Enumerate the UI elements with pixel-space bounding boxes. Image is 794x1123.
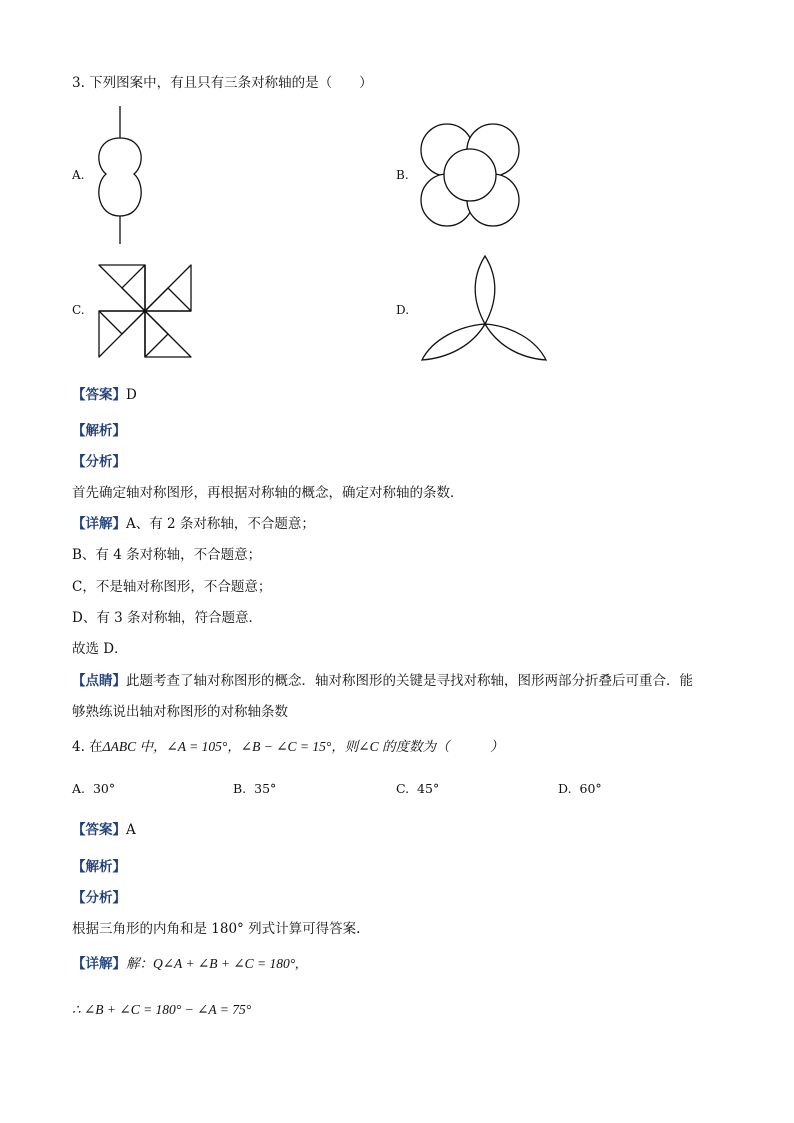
fenxi-tag: 【分析】 (72, 454, 126, 470)
q3-option-c-figure (96, 262, 194, 360)
q4-choice-b (233, 781, 276, 796)
q3-option-a-figure (88, 104, 152, 246)
q4-fenxi (72, 889, 126, 907)
q4-stem (72, 738, 503, 756)
q3-xiangjie-4: 故选 D． (72, 641, 128, 657)
xiangjie-text: A、有 2 条对称轴，不合题意； (126, 516, 315, 532)
jiexi-tag: 【解析】 (72, 859, 126, 875)
q3-option-a-label: A. (72, 168, 85, 182)
q4-choice-d (558, 781, 602, 796)
q3-xiangjie-3: D、有 3 条对称轴，符合题意． (72, 610, 262, 626)
answer-value: D (126, 387, 137, 403)
choice-label: D. (558, 781, 572, 796)
choice-value: 45° (417, 781, 440, 796)
q3-dianjing-0 (72, 672, 693, 690)
q3-stem: 3. 下列图案中，有且只有三条对称轴的是（ ） (72, 75, 373, 91)
q3-option-c-label: C. (72, 303, 85, 317)
q4-choice-c (396, 781, 439, 796)
dianjing-tag: 【点睛】 (72, 673, 126, 689)
choice-label: A. (72, 781, 86, 796)
choice-label: C. (396, 781, 410, 796)
choice-value: 30° (92, 781, 116, 796)
q4-answer (72, 821, 136, 839)
q3-option-b-label: B. (396, 168, 409, 182)
xiangjie-tag: 【详解】 (72, 956, 126, 972)
fenxi-tag: 【分析】 (72, 890, 126, 906)
q3-dianjing-1: 够熟练说出轴对称图形的对称轴条数 (72, 704, 288, 720)
q4-choice-a (72, 781, 115, 796)
q3-xiangjie-0 (72, 515, 315, 533)
q3-option-b-figure (416, 120, 524, 230)
q3-fenxi (72, 453, 126, 471)
q4-stem-prefix: 4. 在 (72, 739, 103, 755)
jiexi-tag: 【解析】 (72, 423, 126, 439)
q3-xiangjie-2: C，不是轴对称图形，不合题意； (72, 579, 272, 595)
answer-value: A (126, 822, 136, 838)
choice-label: B. (233, 781, 247, 796)
choice-value: 60° (579, 781, 602, 796)
q4-xiangjie (72, 955, 299, 973)
q4-jiexi (72, 858, 126, 876)
choice-value: 35° (254, 781, 277, 796)
q3-jiexi (72, 422, 126, 440)
q3-fenxi-text: 首先确定轴对称图形，再根据对称轴的概念，确定对称轴的条数． (72, 485, 464, 501)
q3-answer (72, 386, 137, 404)
q3-option-d-figure (418, 252, 550, 364)
answer-tag: 【答案】 (72, 387, 126, 403)
q4-stem-math: ΔABC 中，∠A = 105°，∠B − ∠C = 15°，则∠C 的度数为（ ） (102, 739, 504, 754)
q3-option-d-label: D. (396, 303, 410, 317)
answer-tag: 【答案】 (72, 822, 126, 838)
q4-fenxi-text: 根据三角形的内角和是 180° 列式计算可得答案. (72, 921, 361, 937)
xiangjie-tag: 【详解】 (72, 516, 126, 532)
xiangjie-text: 解：Q∠A + ∠B + ∠C = 180°, (126, 956, 299, 971)
dianjing-text: 此题考查了轴对称图形的概念．轴对称图形的关键是寻找对称轴，图形两部分折叠后可重合．能 (126, 673, 693, 689)
q3-xiangjie-1: B、有 4 条对称轴，不合题意； (72, 547, 262, 563)
q4-step2: ∴ ∠B + ∠C = 180° − ∠A = 75° (72, 1002, 252, 1017)
